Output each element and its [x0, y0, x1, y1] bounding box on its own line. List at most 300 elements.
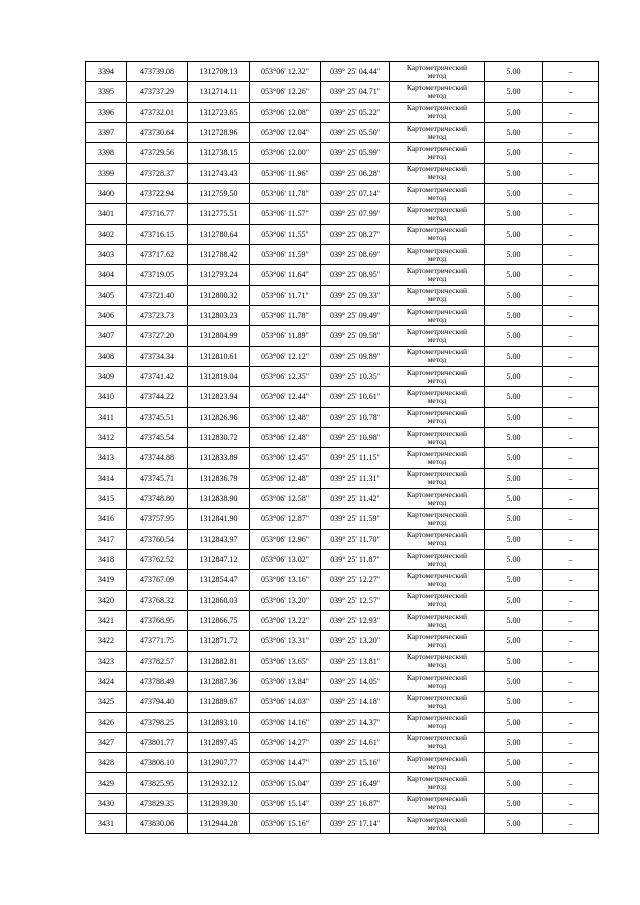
table-row — [86, 448, 599, 468]
x-coordinate-cell: 473808.10 — [127, 753, 188, 773]
x-coordinate-cell: 473771.75 — [127, 631, 188, 651]
longitude-cell: 039° 25' 10.78" — [321, 407, 390, 427]
method-label: Картометрический — [406, 123, 468, 133]
method-cell — [390, 549, 485, 569]
x-coordinate-cell: 473729.56 — [127, 143, 188, 163]
latitude-cell: 053°06' 12.32" — [250, 62, 321, 82]
accuracy-cell: 5.00 — [485, 346, 543, 366]
x-coordinate-cell: 473794.40 — [127, 692, 188, 712]
point-number-cell: 3430 — [86, 793, 127, 813]
description-cell: – — [543, 387, 599, 407]
point-number-cell: 3403 — [86, 244, 127, 264]
longitude-cell: 039° 25' 05.50" — [321, 122, 390, 142]
method-sublabel: метод — [427, 273, 447, 283]
table-row — [86, 366, 599, 386]
method-cell — [390, 814, 485, 834]
longitude-cell: 039° 25' 11.15" — [321, 448, 390, 468]
method-sublabel: метод — [427, 802, 447, 812]
accuracy-cell: 5.00 — [485, 82, 543, 102]
table-row — [86, 163, 599, 183]
y-coordinate-cell: 1312738.15 — [188, 143, 250, 163]
point-number-cell: 3406 — [86, 305, 127, 325]
method-cell — [390, 143, 485, 163]
y-coordinate-cell: 1312907.77 — [188, 753, 250, 773]
accuracy-cell: 5.00 — [485, 326, 543, 346]
method-sublabel: метод — [427, 131, 447, 141]
table-row — [86, 651, 599, 671]
description-cell: – — [543, 671, 599, 691]
table-row — [86, 265, 599, 285]
description-cell: – — [543, 224, 599, 244]
method-cell — [390, 204, 485, 224]
method-sublabel: метод — [427, 660, 447, 670]
x-coordinate-cell: 473768.32 — [127, 590, 188, 610]
description-cell: – — [543, 448, 599, 468]
accuracy-cell: 5.00 — [485, 407, 543, 427]
point-number-cell: 3400 — [86, 183, 127, 203]
method-sublabel: метод — [427, 355, 447, 365]
description-cell: – — [543, 285, 599, 305]
point-number-cell: 3408 — [86, 346, 127, 366]
longitude-cell: 039° 25' 09.33" — [321, 285, 390, 305]
longitude-cell: 039° 25' 15.16" — [321, 753, 390, 773]
method-cell — [390, 651, 485, 671]
y-coordinate-cell: 1312932.12 — [188, 773, 250, 793]
method-label: Картометрический — [406, 469, 468, 479]
table-row — [86, 712, 599, 732]
latitude-cell: 053°06' 12.00" — [250, 143, 321, 163]
x-coordinate-cell: 473748.80 — [127, 488, 188, 508]
latitude-cell: 053°06' 12.12" — [250, 346, 321, 366]
x-coordinate-cell: 473768.95 — [127, 610, 188, 630]
latitude-cell: 053°06' 15.04" — [250, 773, 321, 793]
longitude-cell: 039° 25' 10.35" — [321, 366, 390, 386]
description-cell: – — [543, 265, 599, 285]
longitude-cell: 039° 25' 05.22" — [321, 102, 390, 122]
x-coordinate-cell: 473762.52 — [127, 549, 188, 569]
y-coordinate-cell: 1312889.67 — [188, 692, 250, 712]
longitude-cell: 039° 25' 17.14" — [321, 814, 390, 834]
accuracy-cell: 5.00 — [485, 549, 543, 569]
description-cell: – — [543, 326, 599, 346]
y-coordinate-cell: 1312743.43 — [188, 163, 250, 183]
x-coordinate-cell: 473757.95 — [127, 509, 188, 529]
latitude-cell: 053°06' 12.48" — [250, 407, 321, 427]
longitude-cell: 039° 25' 08.69" — [321, 244, 390, 264]
point-number-cell: 3427 — [86, 732, 127, 752]
y-coordinate-cell: 1312823.94 — [188, 387, 250, 407]
description-cell: – — [543, 122, 599, 142]
x-coordinate-cell: 473745.54 — [127, 427, 188, 447]
method-cell — [390, 305, 485, 325]
longitude-cell: 039° 25' 11.70" — [321, 529, 390, 549]
latitude-cell: 053°06' 13.22" — [250, 610, 321, 630]
description-cell: – — [543, 773, 599, 793]
method-cell — [390, 224, 485, 244]
y-coordinate-cell: 1312887.36 — [188, 671, 250, 691]
latitude-cell: 053°06' 12.87" — [250, 509, 321, 529]
table-row — [86, 122, 599, 142]
method-label: Картометрический — [406, 530, 468, 540]
table-row — [86, 407, 599, 427]
y-coordinate-cell: 1312860.03 — [188, 590, 250, 610]
table-row — [86, 62, 599, 82]
latitude-cell: 053°06' 11.71" — [250, 285, 321, 305]
accuracy-cell: 5.00 — [485, 814, 543, 834]
point-number-cell: 3426 — [86, 712, 127, 732]
y-coordinate-cell: 1312803.23 — [188, 305, 250, 325]
accuracy-cell: 5.00 — [485, 509, 543, 529]
x-coordinate-cell: 473723.73 — [127, 305, 188, 325]
accuracy-cell: 5.00 — [485, 285, 543, 305]
longitude-cell: 039° 25' 09.89" — [321, 346, 390, 366]
longitude-cell: 039° 25' 14.18" — [321, 692, 390, 712]
accuracy-cell: 5.00 — [485, 163, 543, 183]
method-label: Картометрический — [406, 143, 468, 153]
latitude-cell: 053°06' 11.78" — [250, 305, 321, 325]
longitude-cell: 039° 25' 08.27" — [321, 224, 390, 244]
method-sublabel: метод — [427, 456, 447, 466]
method-label: Картометрический — [406, 367, 468, 377]
method-sublabel: метод — [427, 578, 447, 588]
method-label: Картометрический — [406, 164, 468, 174]
method-sublabel: метод — [427, 619, 447, 629]
y-coordinate-cell: 1312788.42 — [188, 244, 250, 264]
description-cell: – — [543, 346, 599, 366]
method-label: Картометрический — [406, 652, 468, 662]
y-coordinate-cell: 1312843.97 — [188, 529, 250, 549]
x-coordinate-cell: 473798.25 — [127, 712, 188, 732]
point-number-cell: 3397 — [86, 122, 127, 142]
method-label: Картометрический — [406, 753, 468, 763]
latitude-cell: 053°06' 12.45" — [250, 448, 321, 468]
table-row — [86, 346, 599, 366]
longitude-cell: 039° 25' 06.28" — [321, 163, 390, 183]
x-coordinate-cell: 473767.09 — [127, 570, 188, 590]
longitude-cell: 039° 25' 04.44" — [321, 62, 390, 82]
method-sublabel: метод — [427, 253, 447, 263]
point-number-cell: 3410 — [86, 387, 127, 407]
method-cell — [390, 631, 485, 651]
x-coordinate-cell: 473745.51 — [127, 407, 188, 427]
method-label: Картометрический — [406, 631, 468, 641]
longitude-cell: 039° 25' 12.57" — [321, 590, 390, 610]
method-sublabel: метод — [427, 212, 447, 222]
accuracy-cell: 5.00 — [485, 122, 543, 142]
longitude-cell: 039° 25' 13.20" — [321, 631, 390, 651]
method-cell — [390, 692, 485, 712]
latitude-cell: 053°06' 12.58" — [250, 488, 321, 508]
point-number-cell: 3431 — [86, 814, 127, 834]
table-row — [86, 183, 599, 203]
method-cell — [390, 62, 485, 82]
accuracy-cell: 5.00 — [485, 773, 543, 793]
y-coordinate-cell: 1312897.45 — [188, 732, 250, 752]
longitude-cell: 039° 25' 12.93" — [321, 610, 390, 630]
method-label: Картометрический — [406, 733, 468, 743]
method-label: Картометрический — [406, 550, 468, 560]
table-row — [86, 610, 599, 630]
longitude-cell: 039° 25' 07.14" — [321, 183, 390, 203]
accuracy-cell: 5.00 — [485, 183, 543, 203]
method-label: Картометрический — [406, 286, 468, 296]
method-cell — [390, 610, 485, 630]
y-coordinate-cell: 1312866.75 — [188, 610, 250, 630]
method-label: Картометрический — [406, 672, 468, 682]
description-cell: – — [543, 570, 599, 590]
y-coordinate-cell: 1312804.99 — [188, 326, 250, 346]
x-coordinate-cell: 473728.37 — [127, 163, 188, 183]
point-number-cell: 3407 — [86, 326, 127, 346]
table-row — [86, 732, 599, 752]
description-cell: – — [543, 529, 599, 549]
method-cell — [390, 163, 485, 183]
x-coordinate-cell: 473745.71 — [127, 468, 188, 488]
description-cell: – — [543, 509, 599, 529]
accuracy-cell: 5.00 — [485, 468, 543, 488]
method-cell — [390, 285, 485, 305]
accuracy-cell: 5.00 — [485, 732, 543, 752]
table-row — [86, 305, 599, 325]
table-row — [86, 590, 599, 610]
y-coordinate-cell: 1312759.50 — [188, 183, 250, 203]
x-coordinate-cell: 473734.34 — [127, 346, 188, 366]
longitude-cell: 039° 25' 11.31" — [321, 468, 390, 488]
description-cell: – — [543, 732, 599, 752]
method-label: Картометрический — [406, 408, 468, 418]
method-label: Картометрический — [406, 326, 468, 336]
latitude-cell: 053°06' 11.78" — [250, 183, 321, 203]
y-coordinate-cell: 1312826.96 — [188, 407, 250, 427]
longitude-cell: 039° 25' 09.49" — [321, 305, 390, 325]
longitude-cell: 039° 25' 14.37" — [321, 712, 390, 732]
x-coordinate-cell: 473741.42 — [127, 366, 188, 386]
accuracy-cell: 5.00 — [485, 793, 543, 813]
point-number-cell: 3395 — [86, 82, 127, 102]
method-sublabel: метод — [427, 90, 447, 100]
method-label: Картометрический — [406, 184, 468, 194]
table-row — [86, 82, 599, 102]
method-sublabel: метод — [427, 395, 447, 405]
point-number-cell: 3413 — [86, 448, 127, 468]
description-cell: – — [543, 407, 599, 427]
description-cell: – — [543, 204, 599, 224]
accuracy-cell: 5.00 — [485, 265, 543, 285]
method-sublabel: метод — [427, 761, 447, 771]
method-cell — [390, 590, 485, 610]
x-coordinate-cell: 473829.35 — [127, 793, 188, 813]
longitude-cell: 039° 25' 14.61" — [321, 732, 390, 752]
accuracy-cell: 5.00 — [485, 143, 543, 163]
table-row — [86, 224, 599, 244]
method-cell — [390, 265, 485, 285]
method-sublabel: метод — [427, 639, 447, 649]
longitude-cell: 039° 25' 11.59" — [321, 509, 390, 529]
method-label: Картометрический — [406, 611, 468, 621]
point-number-cell: 3394 — [86, 62, 127, 82]
table-row — [86, 387, 599, 407]
y-coordinate-cell: 1312841.90 — [188, 509, 250, 529]
method-cell — [390, 183, 485, 203]
method-label: Картометрический — [406, 204, 468, 214]
method-sublabel: метод — [427, 497, 447, 507]
method-label: Картометрический — [406, 570, 468, 580]
point-number-cell: 3424 — [86, 671, 127, 691]
y-coordinate-cell: 1312893.10 — [188, 712, 250, 732]
method-cell — [390, 326, 485, 346]
accuracy-cell: 5.00 — [485, 651, 543, 671]
point-number-cell: 3415 — [86, 488, 127, 508]
longitude-cell: 039° 25' 11.42" — [321, 488, 390, 508]
description-cell: – — [543, 183, 599, 203]
table-row — [86, 631, 599, 651]
accuracy-cell: 5.00 — [485, 590, 543, 610]
table-row — [86, 326, 599, 346]
x-coordinate-cell: 473801.77 — [127, 732, 188, 752]
latitude-cell: 053°06' 14.03" — [250, 692, 321, 712]
point-number-cell: 3399 — [86, 163, 127, 183]
description-cell: – — [543, 753, 599, 773]
point-number-cell: 3428 — [86, 753, 127, 773]
description-cell: – — [543, 488, 599, 508]
description-cell: – — [543, 244, 599, 264]
latitude-cell: 053°06' 14.27" — [250, 732, 321, 752]
method-cell — [390, 793, 485, 813]
accuracy-cell: 5.00 — [485, 387, 543, 407]
point-number-cell: 3420 — [86, 590, 127, 610]
x-coordinate-cell: 473830.06 — [127, 814, 188, 834]
method-label: Картометрический — [406, 225, 468, 235]
latitude-cell: 053°06' 13.02" — [250, 549, 321, 569]
method-label: Картометрический — [406, 509, 468, 519]
method-label: Картометрический — [406, 814, 468, 824]
latitude-cell: 053°06' 14.16" — [250, 712, 321, 732]
y-coordinate-cell: 1312854.47 — [188, 570, 250, 590]
x-coordinate-cell: 473721.40 — [127, 285, 188, 305]
point-number-cell: 3396 — [86, 102, 127, 122]
accuracy-cell: 5.00 — [485, 427, 543, 447]
method-sublabel: метод — [427, 599, 447, 609]
method-sublabel: метод — [427, 314, 447, 324]
accuracy-cell: 5.00 — [485, 631, 543, 651]
table-row — [86, 692, 599, 712]
method-cell — [390, 753, 485, 773]
method-label: Картометрический — [406, 448, 468, 458]
method-label: Картометрический — [406, 774, 468, 784]
table-row — [86, 488, 599, 508]
y-coordinate-cell: 1312833.89 — [188, 448, 250, 468]
point-number-cell: 3421 — [86, 610, 127, 630]
longitude-cell: 039° 25' 16.87" — [321, 793, 390, 813]
description-cell: – — [543, 610, 599, 630]
latitude-cell: 053°06' 11.59" — [250, 244, 321, 264]
point-number-cell: 3416 — [86, 509, 127, 529]
method-label: Картометрический — [406, 713, 468, 723]
description-cell: – — [543, 651, 599, 671]
table-row — [86, 244, 599, 264]
description-cell: – — [543, 143, 599, 163]
method-sublabel: метод — [427, 192, 447, 202]
method-sublabel: метод — [427, 334, 447, 344]
description-cell: – — [543, 712, 599, 732]
method-sublabel: метод — [427, 294, 447, 304]
latitude-cell: 053°06' 13.84" — [250, 671, 321, 691]
table-row — [86, 509, 599, 529]
method-sublabel: метод — [427, 70, 447, 80]
x-coordinate-cell: 473716.15 — [127, 224, 188, 244]
table-row — [86, 753, 599, 773]
table-row — [86, 549, 599, 569]
method-sublabel: метод — [427, 172, 447, 182]
point-number-cell: 3409 — [86, 366, 127, 386]
method-label: Картометрический — [406, 347, 468, 357]
method-cell — [390, 448, 485, 468]
y-coordinate-cell: 1312944.28 — [188, 814, 250, 834]
table-row — [86, 285, 599, 305]
description-cell: – — [543, 102, 599, 122]
y-coordinate-cell: 1312793.24 — [188, 265, 250, 285]
method-sublabel: метод — [427, 700, 447, 710]
table-row — [86, 773, 599, 793]
point-number-cell: 3411 — [86, 407, 127, 427]
accuracy-cell: 5.00 — [485, 671, 543, 691]
longitude-cell: 039° 25' 08.95" — [321, 265, 390, 285]
point-number-cell: 3404 — [86, 265, 127, 285]
point-number-cell: 3419 — [86, 570, 127, 590]
point-number-cell: 3405 — [86, 285, 127, 305]
latitude-cell: 053°06' 11.89" — [250, 326, 321, 346]
method-label: Картометрический — [406, 692, 468, 702]
coordinates-table — [85, 61, 599, 834]
x-coordinate-cell: 473727.20 — [127, 326, 188, 346]
description-cell: – — [543, 814, 599, 834]
description-cell: – — [543, 366, 599, 386]
method-cell — [390, 570, 485, 590]
method-cell — [390, 102, 485, 122]
description-cell: – — [543, 590, 599, 610]
method-sublabel: метод — [427, 782, 447, 792]
method-cell — [390, 773, 485, 793]
x-coordinate-cell: 473760.54 — [127, 529, 188, 549]
table-row — [86, 143, 599, 163]
longitude-cell: 039° 25' 13.81" — [321, 651, 390, 671]
point-number-cell: 3423 — [86, 651, 127, 671]
y-coordinate-cell: 1312882.81 — [188, 651, 250, 671]
method-label: Картометрический — [406, 306, 468, 316]
point-number-cell: 3425 — [86, 692, 127, 712]
latitude-cell: 053°06' 12.48" — [250, 427, 321, 447]
y-coordinate-cell: 1312728.96 — [188, 122, 250, 142]
x-coordinate-cell: 473722.94 — [127, 183, 188, 203]
method-cell — [390, 82, 485, 102]
method-label: Картометрический — [406, 387, 468, 397]
latitude-cell: 053°06' 13.31" — [250, 631, 321, 651]
x-coordinate-cell: 473782.57 — [127, 651, 188, 671]
method-sublabel: метод — [427, 721, 447, 731]
longitude-cell: 039° 25' 16.49" — [321, 773, 390, 793]
table-row — [86, 529, 599, 549]
x-coordinate-cell: 473730.64 — [127, 122, 188, 142]
longitude-cell: 039° 25' 07.99" — [321, 204, 390, 224]
method-cell — [390, 509, 485, 529]
method-label: Картометрический — [406, 265, 468, 275]
method-label: Картометрический — [406, 794, 468, 804]
accuracy-cell: 5.00 — [485, 448, 543, 468]
method-cell — [390, 732, 485, 752]
point-number-cell: 3401 — [86, 204, 127, 224]
longitude-cell: 039° 25' 10.61" — [321, 387, 390, 407]
latitude-cell: 053°06' 15.14" — [250, 793, 321, 813]
